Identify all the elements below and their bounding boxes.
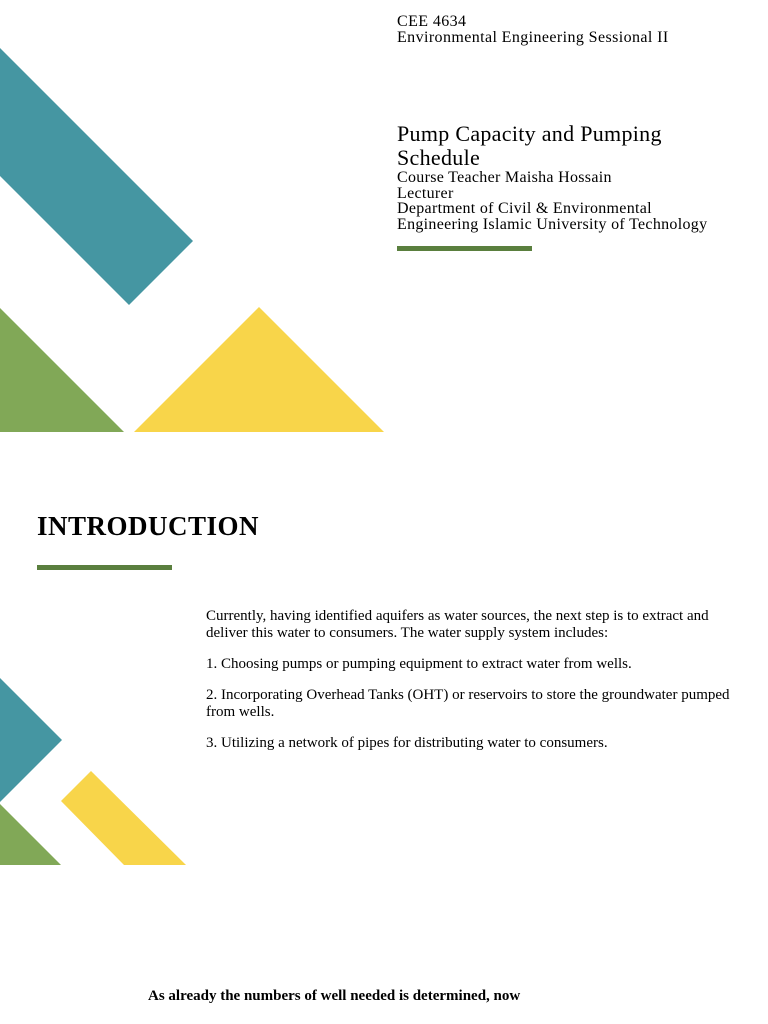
teacher-name: Course Teacher Maisha Hossain — [397, 169, 612, 186]
introduction-body — [206, 608, 736, 766]
green-triangle — [0, 308, 124, 432]
list-item-pumps: 1. Choosing pumps or pumping equipment to extract water from wells. — [206, 656, 632, 672]
decorative-shapes — [0, 0, 400, 440]
teal-diagonal-band-small — [0, 678, 62, 802]
department-line-2: Engineering Islamic University of Technology — [397, 215, 708, 233]
yellow-diagonal-band-small — [61, 771, 186, 865]
list-item-pipes: 3. Utilizing a network of pipes for distributing water to consumers. — [206, 735, 608, 751]
decorative-shapes-small — [0, 440, 200, 880]
green-triangle-small — [0, 804, 61, 865]
presentation-title — [397, 122, 737, 170]
title-accent-bar — [397, 246, 532, 251]
yellow-triangle — [134, 307, 384, 432]
title-line-1: Pump Capacity and Pumping — [397, 121, 662, 146]
introduction-heading: INTRODUCTION — [37, 511, 260, 541]
intro-paragraph: Currently, having identified aquifers as water sources, the next step is to extract and deliver this water to consumers. The water supply system includes: — [206, 608, 709, 641]
course-info — [397, 14, 669, 46]
teacher-position: Lecturer — [397, 184, 454, 202]
course-code: CEE 4634 — [397, 13, 467, 30]
slide-text: As already the numbers of well needed is determined, now — [148, 988, 521, 1004]
course-name: Environmental Engineering Sessional II — [397, 29, 669, 46]
teal-diagonal-band — [0, 48, 193, 305]
title-slide — [0, 0, 768, 440]
introduction-slide — [0, 440, 768, 880]
department-line-1: Department of Civil & Environmental — [397, 200, 652, 217]
teacher-info — [397, 170, 707, 232]
third-slide — [0, 880, 768, 1024]
list-item-tanks: 2. Incorporating Overhead Tanks (OHT) or reservoirs to store the groundwater pumped from wells. — [206, 687, 730, 720]
title-line-2: Schedule — [397, 145, 481, 170]
